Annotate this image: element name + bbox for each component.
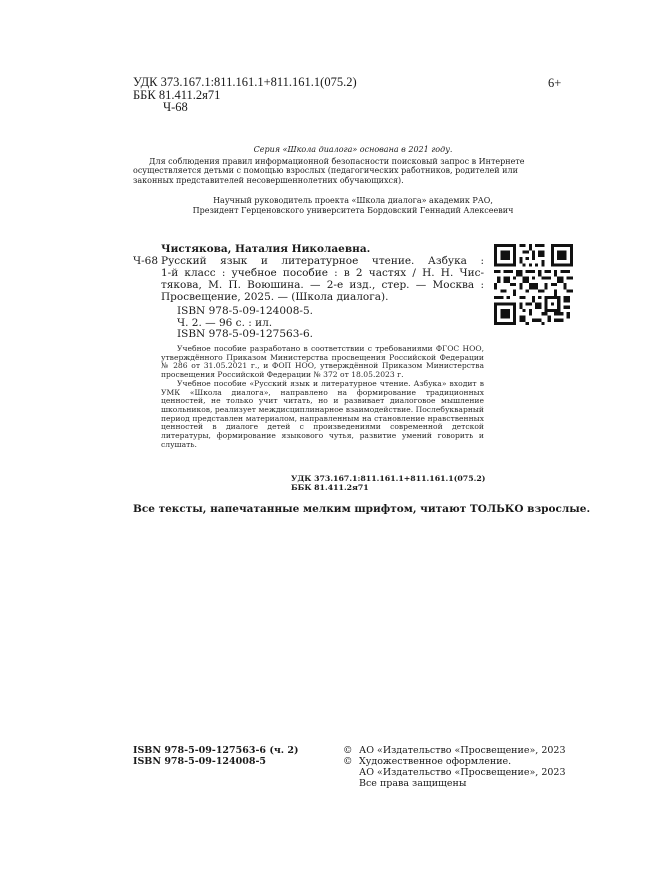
qr-code-icon[interactable] (494, 244, 573, 325)
card-description (161, 255, 484, 303)
supervisor-line: Президент Герценовского университета Бордовский Геннадий Алексеевич (192, 205, 514, 215)
age-rating: 6+ (548, 76, 562, 90)
footer-isbn-line: ISBN 978-5-09-124008-5 (133, 756, 267, 767)
safety-notice-line: законных представителей несовершеннолетних обучающихся). (133, 175, 404, 185)
card-classification-codes (291, 474, 485, 492)
scientific-supervisor (133, 196, 573, 215)
footer-isbn-block (133, 745, 299, 767)
udk-code: УДК 373.167.1:811.161.1+811.161.1(075.2) (133, 75, 357, 89)
card-isbn-line: Ч. 2. — 96 с. : ил. (177, 316, 273, 329)
card-author: Чистякова, Наталия Николаевна. (161, 243, 371, 255)
annotation-paragraph: Учебное пособие разработано в соответствии с требованиями ФГОС НОО, утверждённого Приказом Министерства просвещения Российской Федерации № 286 от 31.05.2021 г., и ФОП НОО, утверждённой Приказом Министерства просвещения Российской Федерации № 372 от 18.05.2023 г. (161, 344, 484, 380)
copyright-line: Художественное оформление. (359, 756, 512, 767)
copyright-line: АО «Издательство «Просвещение», 2023 (359, 767, 566, 778)
safety-notice-line: Для соблюдения правил информационной безопасности поисковый запрос в Интернете (149, 157, 525, 166)
copyright-icon: © (343, 756, 353, 767)
author-mark: Ч-68 (163, 100, 188, 114)
safety-notice (133, 157, 573, 185)
card-description-line: тякова, М. П. Воюшина. — 2-е изд., стер. — Москва : (161, 279, 484, 291)
series-note: Серия «Школа диалога» основана в 2021 году. (253, 145, 453, 154)
classification-codes (133, 76, 357, 114)
annotation (161, 345, 484, 449)
bbk-code: ББК 81.411.2я71 (133, 87, 221, 102)
card-isbn-line: ISBN 978-5-09-127563-6. (177, 328, 313, 340)
spacer (343, 778, 359, 789)
card-code: Ч-68 (133, 255, 159, 267)
supervisor-line: Научный руководитель проекта «Школа диалога» академик РАО, (213, 196, 493, 205)
spacer (343, 767, 359, 778)
card-description-line: Русский язык и литературное чтение. Азбука : (161, 255, 484, 267)
adult-reading-warning: Все тексты, напечатанные мелким шрифтом, читают ТОЛЬКО взрослые. (133, 503, 591, 515)
card-isbn-block (177, 306, 313, 341)
annotation-paragraph: Учебное пособие «Русский язык и литературное чтение. Азбука» входит в УМК «Школа диалога», направлено на формирование традиционных ценностей, не только учит читать, но и развивает диалоговое мышление школьников, реализует междисциплинарное взаимодействие. Послебукварный период представлен материалом, направленным на становление нравственных ценностей в диалоге детей с произведениями современной детской литературы, формирование языкового чутья, развитие умений говорить и слушать. (161, 378, 484, 449)
card-udk-code: УДК 373.167.1:811.161.1+811.161.1(075.2) (291, 474, 486, 483)
footer-isbn-line: ISBN 978-5-09-127563-6 (ч. 2) (133, 745, 299, 756)
card-isbn-line: ISBN 978-5-09-124008-5. (177, 305, 313, 317)
card-description-line: Просвещение, 2025. — (Школа диалога). (161, 291, 389, 303)
card-description-line: 1-й класс : учебное пособие : в 2 частях / Н. Н. Чис- (161, 267, 484, 279)
card-bbk-code: ББК 81.411.2я71 (291, 483, 369, 492)
copyright-icon: © (343, 745, 353, 756)
copyright-line: АО «Издательство «Просвещение», 2023 (359, 745, 566, 756)
safety-notice-line: осуществляется детьми с помощью взрослых (педагогических работников, родителей или (133, 166, 518, 176)
footer-copyright-block (343, 745, 566, 789)
rights-reserved: Все права защищены (359, 778, 467, 789)
